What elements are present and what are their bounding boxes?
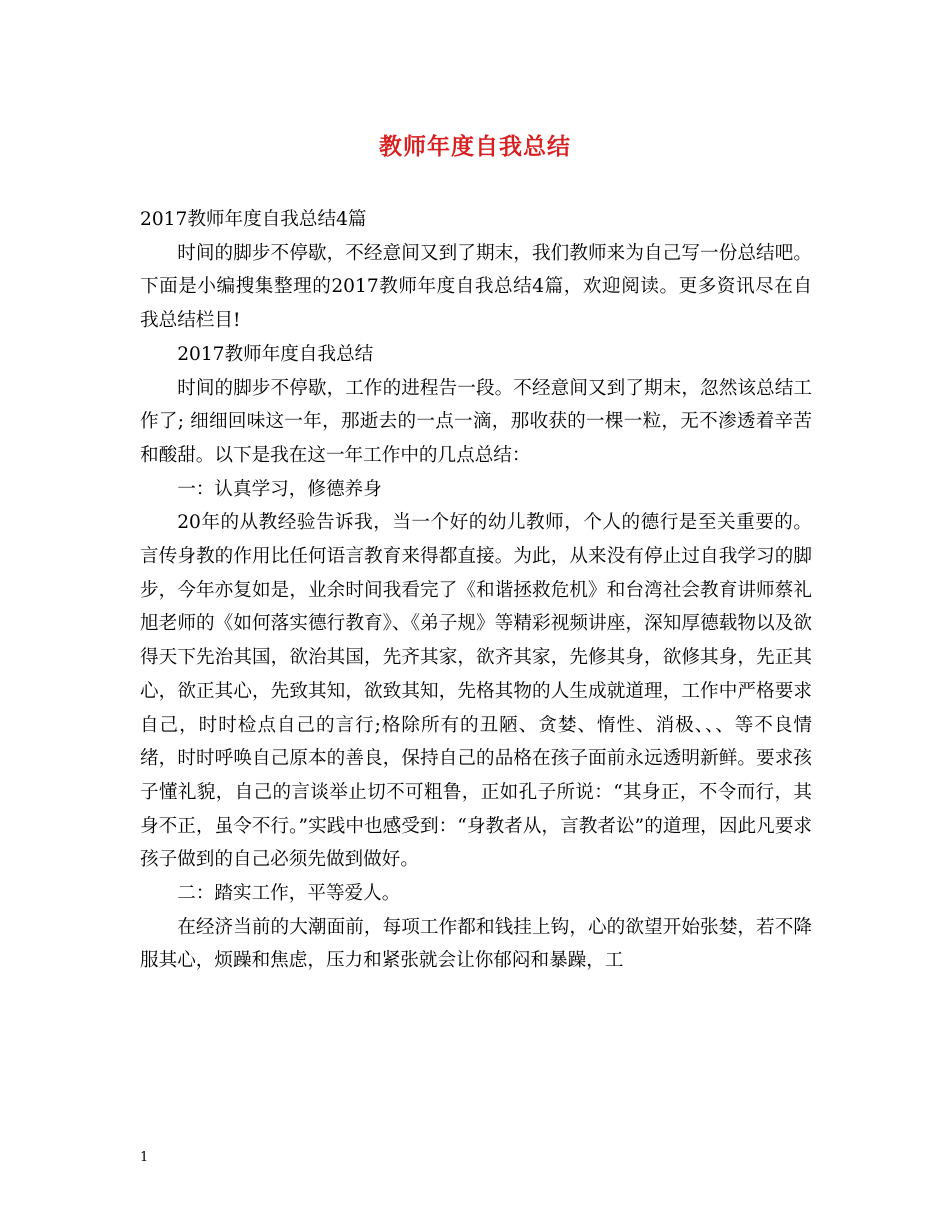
document-body [140, 203, 812, 978]
paragraph-intro: 时间的脚步不停歇，不经意间又到了期末，我们教师来为自己写一份总结吧。下面是小编搜集整理的2017教师年度自我总结4篇，欢迎阅读。更多资讯尽在自我总结栏目! [140, 242, 812, 332]
paragraph-body-one: 20年的从教经验告诉我，当一个好的幼儿教师，个人的德行是至关重要的。言传身教的作用比任何语言教育来得都直接。为此，从来没有停止过自我学习的脚步，今年亦复如是，业余时间我看完了《和谐拯救危机》和台湾社会教育讲师蔡礼旭老师的《如何落实德行教育》、《弟子规》等精彩视频讲座，深知厚德载物以及欲得天下先治其国，欲治其国，先齐其家，欲齐其家，先修其身，欲修其身，先正其心，欲正其心，先致其知，欲致其知，先格其物的人生成就道理，工作中严格要求自己，时时检点自己的言行;格除所有的丑陋、贪婪、惰性、消极、、、等不良情绪，时时呼唤自己原本的善良，保持自己的品格在孩子面前永远透明新鲜。要求孩子懂礼貌，自己的言谈举止切不可粗鲁，正如孔子所说：“其身正，不令而行，其身不正，虽令不行。”实践中也感受到：“身教者从，言教者讼”的道理，因此凡要求孩子做到的自己必须先做到做好。 [140, 512, 812, 871]
paragraph-body-two: 在经济当前的大潮面前，每项工作都和钱挂上钩，心的欲望开始张婪，若不降服其心，烦躁和焦虑，压力和紧张就会让你郁闷和暴躁，工 [140, 916, 812, 972]
paragraph-heading-two: 二：踏实工作，平等爱人。 [177, 883, 401, 905]
paragraph-subtitle: 2017教师年度自我总结4篇 [140, 209, 367, 230]
paragraph-heading-one: 一：认真学习，修德养身 [177, 478, 382, 500]
page-number: 1 [140, 1150, 149, 1165]
paragraph-section-heading: 2017教师年度自我总结 [177, 343, 374, 365]
paragraph-opening: 时间的脚步不停歇，工作的进程告一段。不经意间又到了期末，忽然该总结工作了; 细细回味这一年，那逝去的一点一滴，那收获的一棵一粒，无不渗透着辛苦和酸甜。以下是我在这一年工作中的几点总结： [140, 377, 812, 466]
document-title: 教师年度自我总结 [379, 133, 571, 160]
